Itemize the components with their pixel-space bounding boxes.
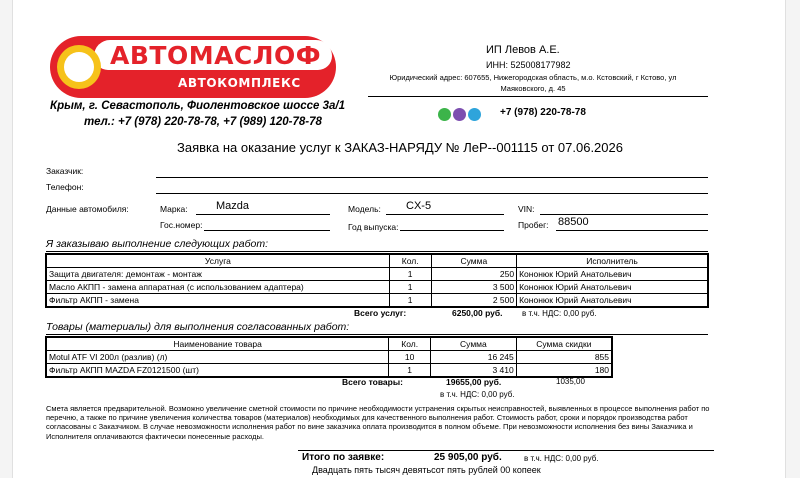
page-edge-right <box>785 0 800 478</box>
service-name: Защита двигателя: демонтаж - монтаж <box>46 268 389 281</box>
plate-label: Гос.номер: <box>160 220 203 230</box>
header-phone: +7 (978) 220-78-78 <box>500 107 586 118</box>
goods-name: Motul ATF VI 200л (разлив) (л) <box>46 351 389 364</box>
ip-name: ИП Левов А.Е. <box>486 44 560 56</box>
services-col-service: Услуга <box>46 254 389 268</box>
header-divider <box>368 96 708 97</box>
grand-total-value: 25 905,00 руб. <box>434 452 502 463</box>
service-name: Фильтр АКПП - замена <box>46 294 389 308</box>
social-icons <box>438 106 483 124</box>
goods-discount: 855 <box>516 351 612 364</box>
service-executor: Кононюк Юрий Анатольевич <box>517 281 708 294</box>
make-field[interactable] <box>196 214 330 215</box>
grand-total-in-words: Двадцать пять тысяч девятьсот пять рублей 00 копеек <box>312 465 541 475</box>
goods-name: Фильтр АКПП MAZDA FZ0121500 (шт) <box>46 364 389 378</box>
goods-heading-line <box>46 334 708 335</box>
customer-label: Заказчик: <box>46 166 84 176</box>
phone-field[interactable] <box>156 193 708 194</box>
model-field[interactable] <box>386 214 504 215</box>
goods-sum: 16 245 <box>431 351 517 364</box>
terms-notes: Смета является предварительной. Возможно увеличение сметной стоимости по причине необходимости устранения скрытых неисправностей, выявленных в процессе выполнения работ по перечню, а также по причине увеличения количества товаров (материалов) необходимых для качественного выполнения работ. Стоимость работ, сроки и порядок производства работ согласованы с Заказчиком. В случае невозможности исполнения работ по вине заказчика оплата производится в полном объеме. При невозможности исполнения без вины Заказчика и Исполнителя оплачиваются фактически понесенные расходы. <box>46 404 710 441</box>
table-row <box>46 268 708 281</box>
goods-total-value: 19655,00 руб. <box>446 377 502 387</box>
goods-qty: 10 <box>389 351 431 364</box>
phone-label: Телефон: <box>46 182 84 192</box>
table-row <box>46 364 612 378</box>
service-sum: 3 500 <box>431 281 517 294</box>
whatsapp-icon[interactable] <box>438 108 451 121</box>
logo-title: АВТОМАСЛОФ <box>110 41 322 70</box>
goods-discount: 180 <box>516 364 612 378</box>
make-label: Марка: <box>160 204 188 214</box>
document-title: Заявка на оказание услуг к ЗАКАЗ-НАРЯДУ № ЛеР--001115 от 07.06.2026 <box>177 140 623 155</box>
goods-vat: в т.ч. НДС: 0,00 руб. <box>440 390 515 399</box>
service-sum: 250 <box>431 268 517 281</box>
service-sum: 2 500 <box>431 294 517 308</box>
services-col-qty: Кол. <box>389 254 431 268</box>
company-logo <box>50 36 336 98</box>
model-value: CX-5 <box>406 200 432 212</box>
goods-header-row <box>46 337 612 351</box>
grand-total-vat: в т.ч. НДС: 0,00 руб. <box>524 454 599 463</box>
services-table <box>45 253 709 308</box>
vehicle-label: Данные автомобиля: <box>46 204 129 214</box>
goods-total-label: Всего товары: <box>342 377 403 387</box>
services-heading: Я заказываю выполнение следующих работ: <box>46 238 269 250</box>
grand-total-line <box>298 450 714 451</box>
goods-heading: Товары (материалы) для выполнения согласованных работ: <box>46 321 350 333</box>
plate-field[interactable] <box>204 230 330 231</box>
services-total-label: Всего услуг: <box>354 308 407 318</box>
ip-inn: ИНН: 525008177982 <box>486 60 571 70</box>
company-phones: тел.: +7 (978) 220-78-78, +7 (989) 120-78-78 <box>84 116 322 128</box>
goods-col-discount: Сумма скидки <box>516 337 612 351</box>
year-field[interactable] <box>400 230 504 231</box>
goods-sum: 3 410 <box>431 364 517 378</box>
service-qty: 1 <box>389 294 431 308</box>
service-name: Масло АКПП - замена аппаратная (с использованием адаптера) <box>46 281 389 294</box>
service-executor: Кононюк Юрий Анатольевич <box>517 294 708 308</box>
make-value: Mazda <box>216 200 250 212</box>
goods-col-name: Наименование товара <box>46 337 389 351</box>
goods-table <box>45 336 613 378</box>
goods-col-sum: Сумма <box>431 337 517 351</box>
services-col-executor: Исполнитель <box>517 254 708 268</box>
vin-field[interactable] <box>540 214 708 215</box>
services-vat: в т.ч. НДС: 0,00 руб. <box>522 309 597 318</box>
service-qty: 1 <box>389 268 431 281</box>
logo-subtitle: АВТОКОМПЛЕКС <box>178 76 301 90</box>
services-heading-line <box>46 251 708 252</box>
service-executor: Кононюк Юрий Анатольевич <box>517 268 708 281</box>
table-row <box>46 294 708 308</box>
year-label: Год выпуска: <box>348 222 399 232</box>
goods-qty: 1 <box>389 364 431 378</box>
services-total-value: 6250,00 руб. <box>452 308 503 318</box>
table-row <box>46 281 708 294</box>
services-col-sum: Сумма <box>431 254 517 268</box>
company-address: Крым, г. Севастополь, Фиолентовское шоссе 3а/1 <box>50 100 345 112</box>
viber-icon[interactable] <box>453 108 466 121</box>
customer-field[interactable] <box>156 177 708 178</box>
mileage-value: 88500 <box>558 216 589 228</box>
goods-col-qty: Кол. <box>389 337 431 351</box>
mileage-field[interactable] <box>556 230 708 231</box>
table-row <box>46 351 612 364</box>
mileage-label: Пробег: <box>518 220 549 230</box>
services-header-row <box>46 254 708 268</box>
model-label: Модель: <box>348 204 381 214</box>
vin-label: VIN: <box>518 204 535 214</box>
goods-discount-total: 1035,00 <box>556 377 585 386</box>
page-edge-left <box>0 0 13 478</box>
telegram-icon[interactable] <box>468 108 481 121</box>
legal-address: Юридический адрес: 607655, Нижегородская область, м.о. Кстовский, г Кстово, ул Маяковского, д. 45 <box>389 73 677 93</box>
grand-total-label: Итого по заявке: <box>302 452 385 463</box>
service-qty: 1 <box>389 281 431 294</box>
